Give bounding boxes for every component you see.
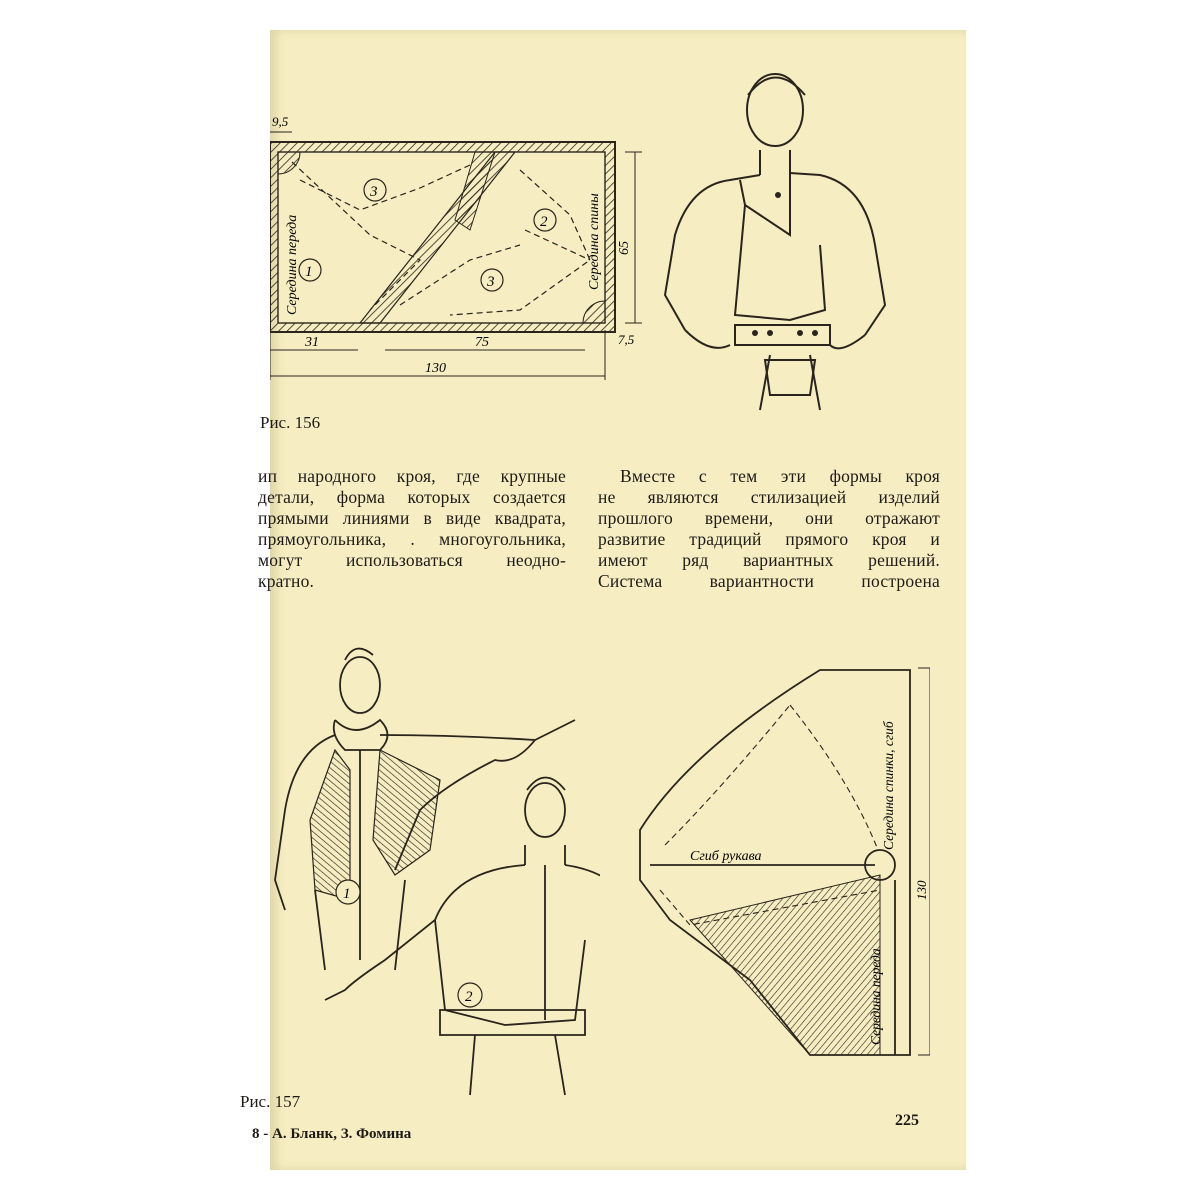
text-line: Вместе с тем эти формы кроя [620, 466, 940, 486]
label-back-center-fold: Середина спинки, сгиб [881, 721, 896, 850]
footer-author: 8 - А. Бланк, З. Фомина [252, 1126, 412, 1142]
caption-fig-157: Рис. 157 [240, 1092, 301, 1111]
book-page [240, 30, 966, 1170]
fig-157-number-2: 2 [465, 989, 473, 1005]
text-line: не являются стилизацией изделий [598, 487, 940, 507]
piece-3-bottom: 3 [487, 274, 495, 290]
text-line: могут использоваться неодно- [258, 550, 566, 570]
text-line: ип народного кроя, где крупные [258, 466, 566, 486]
label-front-center: Середина переда [285, 214, 300, 315]
label-sleeve-fold: Сгиб рукава [690, 849, 762, 864]
text-line: детали, форма которых создается [258, 487, 566, 507]
text-line: прямоугольника, . многоугольника, [258, 529, 566, 549]
figure-157-pattern [630, 660, 930, 1090]
figure-156-pattern [270, 110, 650, 410]
piece-2: 2 [540, 214, 548, 230]
dim-9-5: 9,5 [272, 114, 289, 129]
dim-130-157: 130 [914, 880, 929, 900]
label-back-center: Середина спины [587, 193, 602, 290]
piece-1: 1 [305, 264, 313, 280]
dim-65: 65 [617, 241, 632, 255]
text-line: прямыми линиями в виде квадрата, [258, 508, 566, 528]
figure-156-jacket-illustration [650, 55, 920, 425]
figure-157-jackets-illustration [255, 640, 600, 1110]
text-line: имеют ряд вариантных решений. [598, 550, 940, 570]
paragraph-left [258, 466, 566, 592]
paragraph-right [598, 466, 940, 592]
text-line: прошлого времени, они отражают [598, 508, 940, 528]
dim-130: 130 [425, 361, 446, 376]
caption-fig-156: Рис. 156 [260, 413, 321, 432]
dim-7-5: 7,5 [618, 332, 635, 347]
label-front-center-157: Середина переда [868, 948, 883, 1045]
dim-31: 31 [305, 335, 319, 350]
text-line: Система вариантности построена [598, 571, 940, 591]
dim-75: 75 [475, 335, 489, 350]
page-number: 225 [895, 1112, 919, 1129]
text-line: кратно. [258, 571, 315, 591]
fig-157-number-1: 1 [343, 886, 351, 902]
text-line: развитие традиций прямого кроя и [598, 529, 940, 549]
piece-3-top: 3 [370, 184, 378, 200]
